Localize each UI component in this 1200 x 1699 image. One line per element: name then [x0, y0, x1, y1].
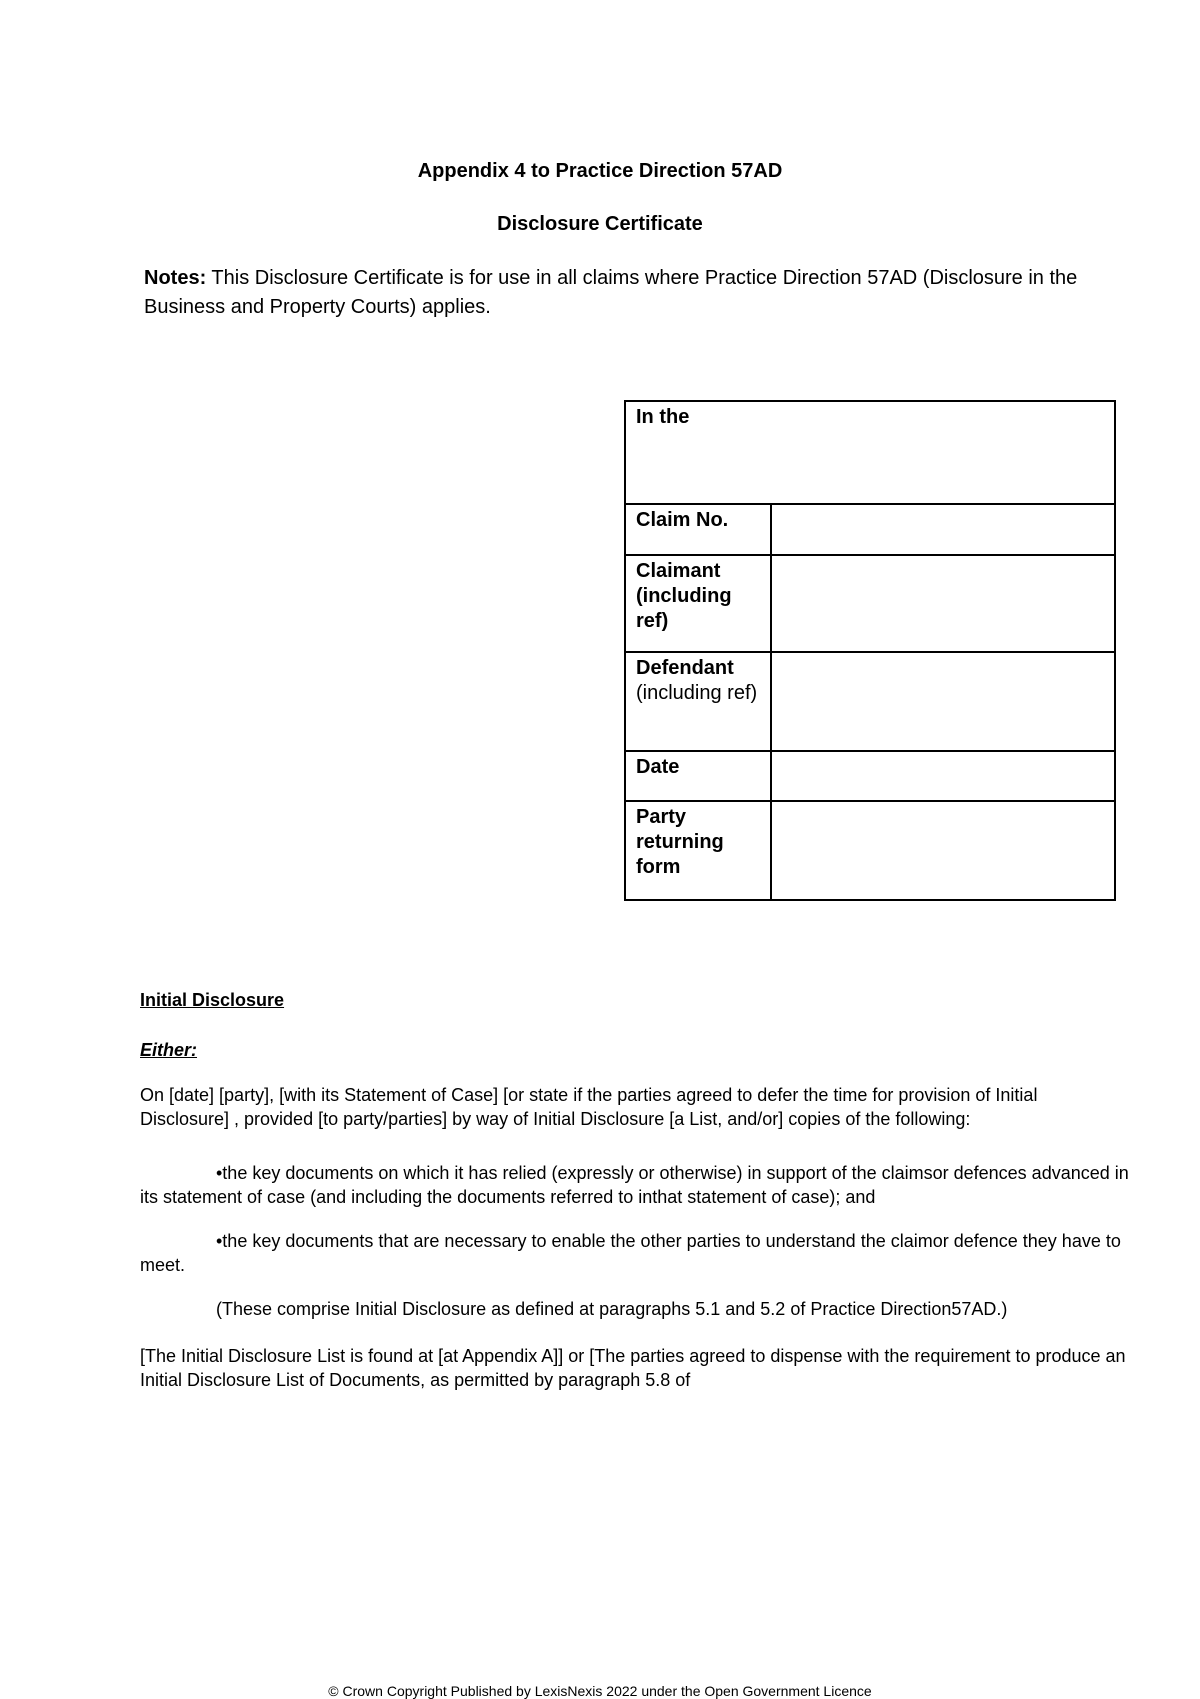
disclosure-paragraph-2: [The Initial Disclosure List is found at [at Appendix A]] or [The parties agreed to dispense with the requirement to produce an Initial Disclosure List of Documents, as permitted by paragraph 5.8 of	[140, 1346, 1126, 1390]
defendant-field[interactable]	[771, 652, 1115, 751]
disclosure-note: (These comprise Initial Disclosure as defined at paragraphs 5.1 and 5.2 of Practice Direction57AD.)	[216, 1299, 1008, 1319]
disclosure-bullet-2: •the key documents that are necessary to enable the other parties to understand the claimor defence they have to meet.	[140, 1231, 1121, 1275]
party-returning-label: Party returning form	[625, 801, 771, 900]
copyright-footer: © Crown Copyright Published by LexisNexis 2022 under the Open Government Licence	[328, 1683, 872, 1699]
in-the-label: In the	[636, 406, 690, 428]
either-label: Either:	[140, 1040, 198, 1060]
notes-text: This Disclosure Certificate is for use in all claims where Practice Direction 57AD (Disclosure in the Business and Property Courts) applies.	[144, 267, 1078, 318]
initial-disclosure-heading: Initial Disclosure	[140, 990, 285, 1010]
in-the-cell[interactable]	[625, 401, 1115, 504]
notes-paragraph	[144, 264, 1124, 322]
date-label: Date	[625, 751, 771, 801]
document-subtitle: Disclosure Certificate	[497, 213, 703, 235]
document-title: Appendix 4 to Practice Direction 57AD	[417, 160, 783, 182]
defendant-label	[625, 652, 771, 751]
table-row	[625, 401, 1115, 504]
case-details-table	[624, 400, 1116, 901]
claim-no-field[interactable]	[771, 504, 1115, 555]
claimant-field[interactable]	[771, 555, 1115, 652]
claimant-label: Claimant (including ref)	[625, 555, 771, 652]
party-returning-field[interactable]	[771, 801, 1115, 900]
table-row	[625, 751, 1115, 801]
notes-label: Notes:	[144, 267, 207, 289]
table-row	[625, 555, 1115, 652]
table-row	[625, 504, 1115, 555]
date-field[interactable]	[771, 751, 1115, 801]
claim-no-label: Claim No.	[625, 504, 771, 555]
table-row	[625, 801, 1115, 900]
defendant-label-bold: Defendant	[636, 657, 734, 679]
disclosure-bullet-1: •the key documents on which it has relied (expressly or otherwise) in support of the claimsor defences advanced in its statement of case (and including the documents referred to inthat statement of case); and	[140, 1163, 1129, 1207]
disclosure-paragraph-1: On [date] [party], [with its Statement of Case] [or state if the parties agreed to defer the time for provision of Initial Disclosure] , provided [to party/parties] by way of Initial Disclosure [a List, and/or] copies of the following:	[140, 1085, 1038, 1129]
defendant-label-rest: (including ref)	[636, 682, 758, 704]
table-row	[625, 652, 1115, 751]
